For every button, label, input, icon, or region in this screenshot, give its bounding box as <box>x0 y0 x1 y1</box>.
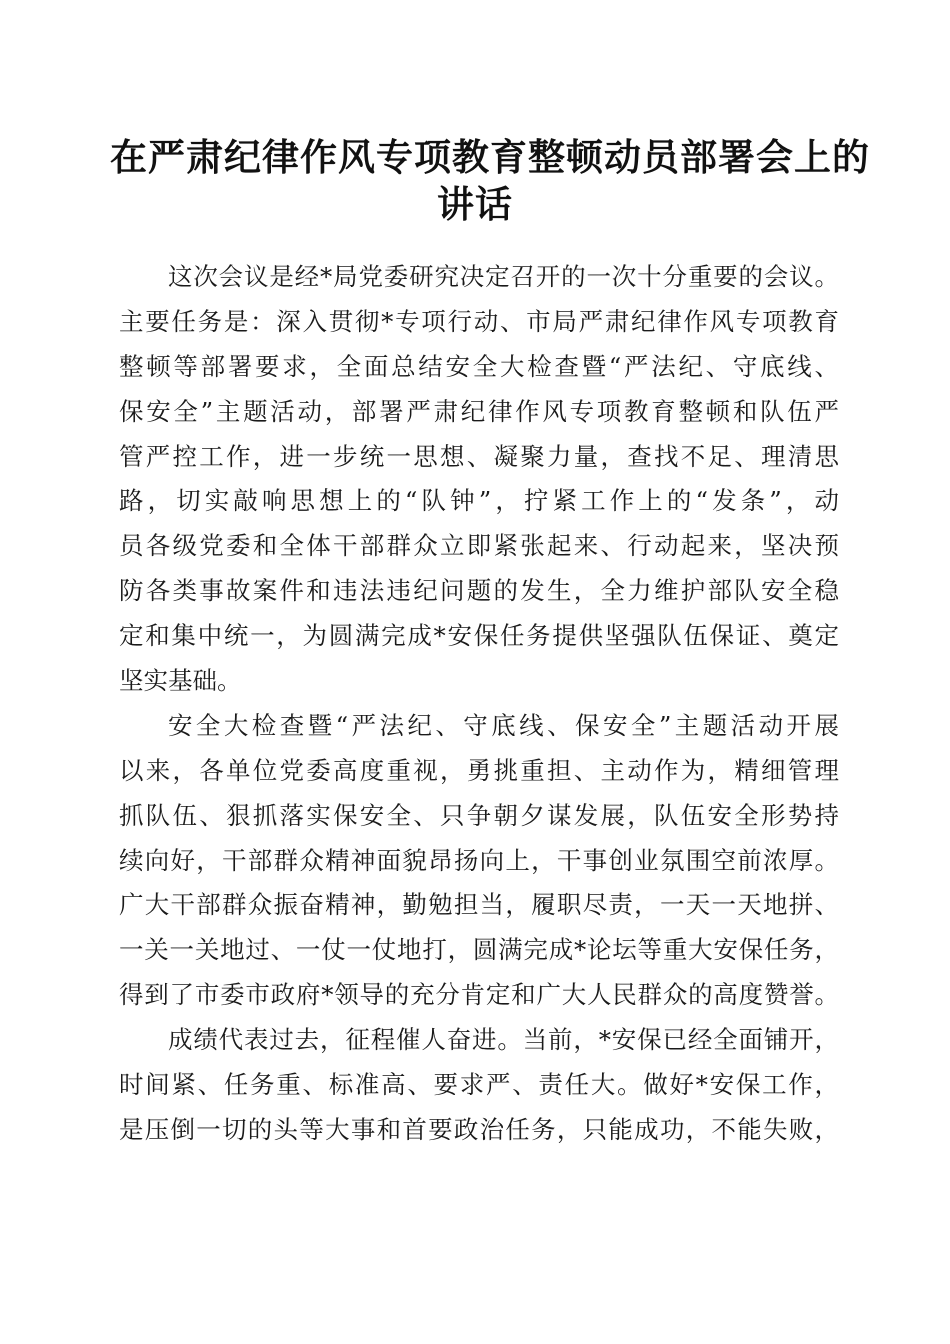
text-line: 路，切实敲响思想上的“队钟”，拧紧工作上的“发条”，动 <box>119 486 839 516</box>
text-line: 员各级党委和全体干部群众立即紧张起来、行动起来，坚决预 <box>119 531 839 561</box>
paragraph-1 <box>119 255 839 704</box>
text-line: 这次会议是经*局党委研究决定召开的一次十分重要的会议。 <box>168 262 839 291</box>
text-line: 主要任务是：深入贯彻*专项行动、市局严肃纪律作风专项教育 <box>119 306 839 336</box>
text-line: 续向好，干部群众精神面貌昂扬向上，干事创业氛围空前浓厚。 <box>119 845 839 875</box>
text-line: 防各类事故案件和违法违纪问题的发生，全力维护部队安全稳 <box>119 576 839 606</box>
text-line: 管严控工作，进一步统一思想、凝聚力量，查找不足、理清思 <box>119 441 839 471</box>
text-line: 安全大检查暨“严法纪、守底线、保安全”主题活动开展 <box>168 710 839 740</box>
document-title <box>110 134 870 228</box>
text-line: 一关一关地过、一仗一仗地打，圆满完成*论坛等重大安保任务， <box>119 935 839 965</box>
document-body <box>119 255 839 1153</box>
text-line: 广大干部群众振奋精神，勤勉担当，履职尽责，一天一天地拼、 <box>119 890 839 920</box>
text-line: 成绩代表过去，征程催人奋进。当前，*安保已经全面铺开， <box>168 1025 839 1055</box>
paragraph-3 <box>119 1018 839 1153</box>
text-line: 是压倒一切的头等大事和首要政治任务，只能成功，不能失败， <box>119 1114 839 1144</box>
text-line: 保安全”主题活动，部署严肃纪律作风专项教育整顿和队伍严 <box>119 396 839 426</box>
text-line: 坚实基础。 <box>119 666 242 696</box>
title-line: 讲话 <box>437 182 513 226</box>
text-line: 抓队伍、狠抓落实保安全、只争朝夕谋发展，队伍安全形势持 <box>119 800 839 830</box>
text-line: 时间紧、任务重、标准高、要求严、责任大。做好*安保工作， <box>119 1070 839 1100</box>
paragraph-2 <box>119 704 839 1018</box>
text-line: 以来，各单位党委高度重视，勇挑重担、主动作为，精细管理 <box>119 755 839 785</box>
text-line: 整顿等部署要求，全面总结安全大检查暨“严法纪、守底线、 <box>119 351 839 381</box>
text-line: 得到了市委市政府*领导的充分肯定和广大人民群众的高度赞誉。 <box>119 980 839 1010</box>
text-line: 定和集中统一，为圆满完成*安保任务提供坚强队伍保证、奠定 <box>119 621 839 651</box>
title-line: 在严肃纪律作风专项教育整顿动员部署会上的 <box>110 135 870 179</box>
